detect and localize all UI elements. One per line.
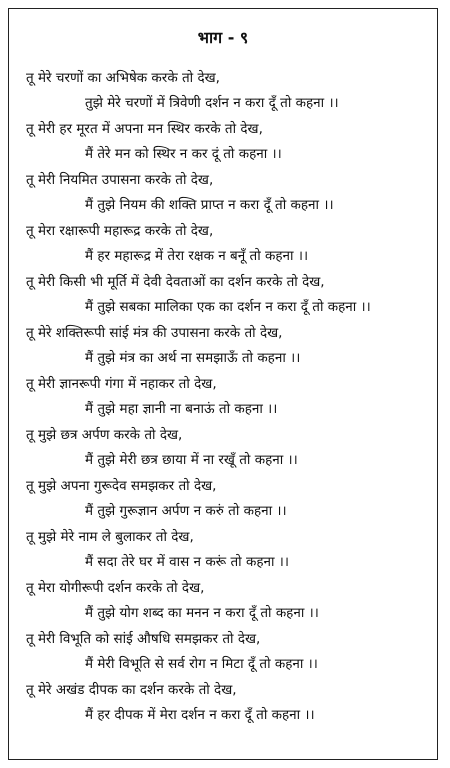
verse-line-1: तू मेरी नियमित उपासना करके तो देख, <box>26 172 214 188</box>
verse-6 <box>9 321 437 372</box>
verse-line-1: तू मेरी हर मूरत में अपना मन स्थिर करके तो देख, <box>26 121 263 137</box>
verse-13 <box>9 678 437 729</box>
verse-line-2: मैं तुझे मेरी छत्र छाया में ना रखूँ तो कहना ।। <box>85 452 298 468</box>
verse-line-1: तू मुझे छत्र अर्पण करके तो देख, <box>26 427 183 443</box>
verse-line-2: मैं तुझे योग शब्द का मनन न करा दूँ तो कहना ।। <box>85 605 319 621</box>
verse-8 <box>9 423 437 474</box>
verse-line-1: तू मेरे चरणों का अभिषेक करके तो देख, <box>26 70 220 86</box>
verse-line-1: तू मेरी ज्ञानरूपी गंगा में नहाकर तो देख, <box>26 376 217 392</box>
verse-9 <box>9 474 437 525</box>
verse-2 <box>9 117 437 168</box>
verse-1 <box>9 66 437 117</box>
page-border <box>8 8 438 760</box>
verse-11 <box>9 576 437 627</box>
verse-line-1: तू मेरी किसी भी मूर्ति में देवी देवताओं का दर्शन करके तो देख, <box>26 274 325 290</box>
verse-line-1: तू मेरा रक्षारूपी महारूद्र करके तो देख, <box>26 223 214 239</box>
verse-12 <box>9 627 437 678</box>
verse-line-2: मैं तेरे मन को स्थिर न कर दूं तो कहना ।। <box>85 146 282 162</box>
verse-line-2: तुझे मेरे चरणों में त्रिवेणी दर्शन न करा दूँ तो कहना ।। <box>85 95 339 111</box>
verse-line-1: तू मेरे शक्तिरूपी सांई मंत्र की उपासना करके तो देख, <box>26 325 283 341</box>
verse-10 <box>9 525 437 576</box>
verse-line-2: मैं हर दीपक में मेरा दर्शन न करा दूँ तो कहना ।। <box>85 707 315 723</box>
verse-line-2: मैं हर महारूद्र में तेरा रक्षक न बनूँ तो कहना ।। <box>85 248 309 264</box>
verse-4 <box>9 219 437 270</box>
verse-line-1: तू मेरी विभूति को सांई औषधि समझकर तो देख, <box>26 631 261 647</box>
verse-line-1: तू मेरा योगीरूपी दर्शन करके तो देख, <box>26 580 205 596</box>
verse-line-1: तू मेरे अखंड दीपक का दर्शन करके तो देख, <box>26 682 237 698</box>
verse-line-2: मैं तुझे गुरूज्ञान अर्पण न करुं तो कहना ।। <box>85 503 287 519</box>
verse-7 <box>9 372 437 423</box>
verse-line-2: मैं तुझे मंत्र का अर्थ ना समझाऊँ तो कहना ।। <box>85 350 301 366</box>
verse-line-2: मैं सदा तेरे घर में वास न करूं तो कहना ।। <box>85 554 289 570</box>
verse-line-2: मैं तुझे नियम की शक्ति प्राप्त न करा दूँ तो कहना ।। <box>85 197 334 213</box>
page-title: भाग - ९ <box>197 28 249 47</box>
verse-line-1: तू मुझे अपना गुरूदेव समझकर तो देख, <box>26 478 217 494</box>
verse-line-2: मैं तुझे महा ज्ञानी ना बनाऊं तो कहना ।। <box>85 401 278 417</box>
verse-line-1: तू मुझे मेरे नाम ले बुलाकर तो देख, <box>26 529 194 545</box>
verse-5 <box>9 270 437 321</box>
verse-3 <box>9 168 437 219</box>
verse-line-2: मैं मेरी विभूति से सर्व रोग न मिटा दूँ तो कहना ।। <box>85 656 318 672</box>
verse-list <box>9 66 437 729</box>
verse-line-2: मैं तुझे सबका मालिका एक का दर्शन न करा दूँ तो कहना ।। <box>85 299 371 315</box>
